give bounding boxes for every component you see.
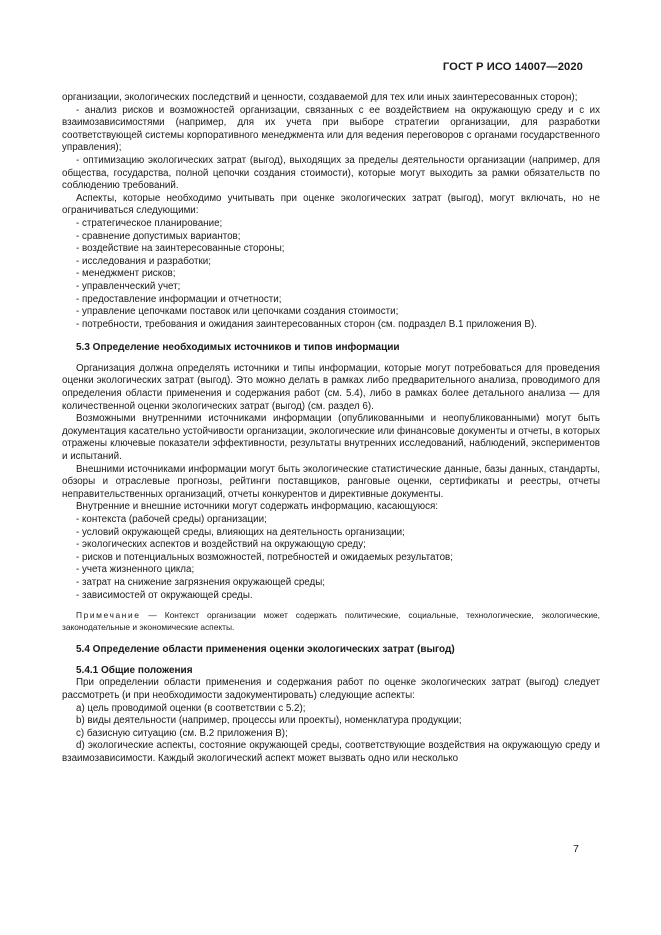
list-item: - управленческий учет; bbox=[76, 280, 181, 292]
list-item: - стратегическое планирование; bbox=[76, 217, 223, 229]
list-item: - менеджмент рисков; bbox=[76, 268, 176, 280]
note-label: Примечание bbox=[76, 610, 141, 621]
list-item: - рисков и потенциальных возможностей, потребностей и ожидаемых результатов; bbox=[76, 551, 453, 563]
section-heading-5-3: 5.3 Определение необходимых источников и типов информации bbox=[76, 342, 400, 354]
list-item: - экологических аспектов и воздействий на окружающую среду; bbox=[76, 539, 366, 551]
list-item: - зависимостей от окружающей среды. bbox=[76, 589, 253, 601]
subsection-heading-5-4-1: 5.4.1 Общие положения bbox=[76, 664, 193, 676]
list-item: d) экологические аспекты, состояние окружающей среды, соответствующие воздействия на окружающую среду и взаимозависимости. Каждый экологический аспект может вызвать одно или несколько bbox=[62, 740, 600, 764]
list-item: - условий окружающей среды, влияющих на деятельность организации; bbox=[76, 526, 405, 538]
list-item: a) цель проводимой оценки (в соответствии с 5.2); bbox=[76, 702, 306, 714]
list-item: - учета жизненного цикла; bbox=[76, 564, 195, 576]
paragraph: Организация должна определять источники и типы информации, которые могут потребоваться для проведения оценки экологических затрат (выгод). Это можно делать в рамках либо предварительного анализа, проводимого для определения области применения и содержания работ (см. 5.4), либо в рамках более детального анализа — для количественной оценки экологических затрат (выгод) (см. раздел 6). bbox=[62, 362, 600, 412]
page-number: 7 bbox=[573, 843, 579, 855]
aspects-intro-paragraph: Аспекты, которые необходимо учитывать при оценке экологических затрат (выгод), могут включать, но не ограничиваться следующими: bbox=[62, 192, 600, 217]
document-body bbox=[62, 92, 600, 766]
list-item: - исследования и разработки; bbox=[76, 255, 212, 267]
note-text: — Контекст организации может содержать политические, социальные, технологические, экологические, законодательные и экономические аспекты. bbox=[62, 610, 600, 632]
paragraph: При определении области применения и содержания работ по оценке экологических затрат (выгод) следует рассмотреть (и при необходимости задокументировать) следующие аспекты: bbox=[62, 677, 600, 701]
list-item: - анализ рисков и возможностей организации, связанных с ее воздействием на окружающую среду и с их взаимозависимостями (например, для их учета при выборе стратегии организации, для разработки соответствующей системы корпоративного менеджмента или для ведения переговоров с органами государственного управления); bbox=[62, 104, 600, 154]
note bbox=[62, 610, 600, 633]
paragraph: Внешними источниками информации могут быть экологические статистические данные, базы данных, стандарты, обзоры и отраслевые прогнозы, рейтинги поставщиков, ранговые оценки, сертификаты и реестры, отчеты неправительственных организаций, отчеты конкурентов и директивные документы. bbox=[62, 463, 600, 500]
list-item: - управление цепочками поставок или цепочками создания стоимости; bbox=[76, 306, 399, 318]
list-item: c) базисную ситуацию (см. В.2 приложения В); bbox=[76, 727, 288, 739]
list-item: b) виды деятельности (например, процессы или проекты), номенклатура продукции; bbox=[76, 715, 462, 727]
list-item: - потребности, требования и ожидания заинтересованных сторон (см. подраздел В.1 приложения В). bbox=[76, 318, 537, 330]
list-item: - затрат на снижение загрязнения окружающей среды; bbox=[76, 576, 326, 588]
list-item: - оптимизацию экологических затрат (выгод), выходящих за пределы деятельности организации (например, для общества, государства, полной цепочки создания стоимости), которые могут выходить за рамки обязательств по соблюдению требований. bbox=[62, 154, 600, 192]
paragraph: Возможными внутренними источниками информации (опубликованными и неопубликованными) могут быть документация касательно устойчивости организации, экологические или финансовые документы и отчеты, в которых отражены ключевые показатели эффективности, результаты внутренних исследований, наблюдений, экспериментов и испытаний. bbox=[62, 413, 600, 463]
list-item: - воздействие на заинтересованные стороны; bbox=[76, 243, 285, 255]
section-heading-5-4: 5.4 Определение области применения оценки экологических затрат (выгод) bbox=[76, 644, 455, 656]
continued-paragraph: организации, экологических последствий и ценности, создаваемой для тех или иных заинтересованных сторон); bbox=[62, 92, 578, 103]
standard-code-header: ГОСТ Р ИСО 14007—2020 bbox=[442, 61, 583, 73]
paragraph: Внутренние и внешние источники могут содержать информацию, касающуюся: bbox=[76, 501, 439, 513]
list-item: - контекста (рабочей среды) организации; bbox=[76, 514, 267, 525]
list-item: - сравнение допустимых вариантов; bbox=[76, 230, 241, 242]
list-item: - предоставление информации и отчетности; bbox=[76, 293, 282, 305]
